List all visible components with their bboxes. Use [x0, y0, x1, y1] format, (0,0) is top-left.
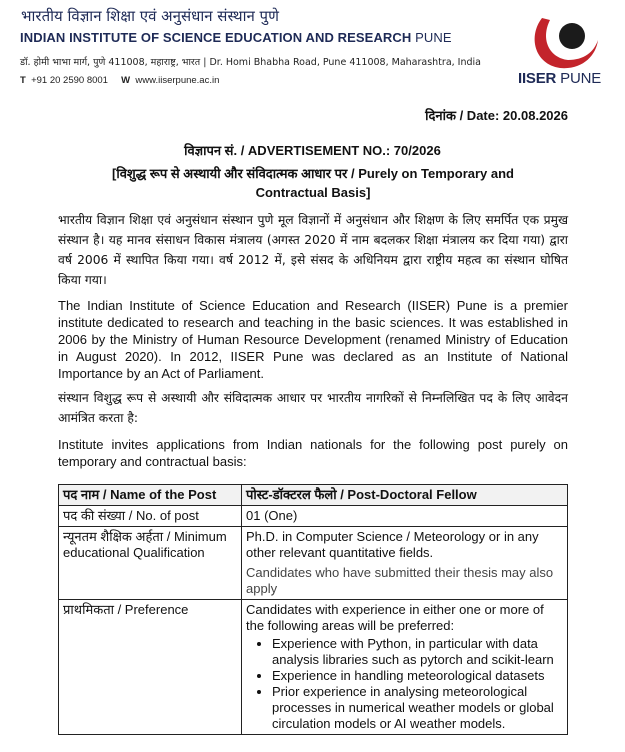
- preference-label: प्राथमिकता / Preference: [59, 600, 242, 735]
- website-link[interactable]: www.iiserpune.ac.in: [135, 75, 220, 86]
- post-details-table: [58, 484, 568, 735]
- institute-name-english: [20, 30, 452, 45]
- intro-paragraph-english: The Indian Institute of Science Education and Research (IISER) Pune is a premier institute dedicated to research and teaching in the basic sciences. It was established in 2006 by the Ministry of Human Resource Development (renamed Ministry of Education in August 2020). In 2012, IISER Pune was declared as an Institute of National Importance by an Act of Parliament.: [58, 298, 568, 381]
- web-label: W: [121, 75, 131, 86]
- post-count-label: पद की संख्या / No. of post: [59, 506, 242, 527]
- preference-item-models: • Prior experience in analysing meteorological processes in numerical weather models or global circulation models or AI weather models.: [272, 684, 563, 732]
- invitation-paragraph-hindi: संस्थान विशुद्ध रूप से अस्थायी और संविदात्मक आधार पर भारतीय नागरिकों से निम्नलिखित पद के लिए आवेदन आमंत्रित करता है:: [58, 391, 568, 425]
- logo-wordmark-city: PUNE: [560, 70, 602, 87]
- contact-line: [20, 75, 219, 86]
- institute-name-english-main: INDIAN INSTITUTE OF SCIENCE EDUCATION AND RESEARCH: [20, 30, 412, 45]
- institute-name-hindi: भारतीय विज्ञान शिक्षा एवं अनुसंधान संस्थान पुणे: [21, 7, 279, 25]
- logo-wordmark-iiser: IISER: [518, 70, 557, 87]
- logo-wordmark: [518, 70, 601, 87]
- preference-intro: Candidates with experience in either one or more of the following areas will be preferred:: [246, 602, 544, 633]
- post-count-value: 01 (One): [242, 506, 568, 527]
- qualification-value: Ph.D. in Computer Science / Meteorology or in any other relevant quantitative fields.: [246, 529, 539, 560]
- post-name-label: पद नाम / Name of the Post: [59, 485, 242, 506]
- intro-paragraph-hindi: भारतीय विज्ञान शिक्षा एवं अनुसंधान संस्थान पुणे मूल विज्ञानों में अनुसंधान और शिक्षण के लिए समर्पित एक प्रमुख संस्थान है। यह मानव संसाधन विकास मंत्रालय (अगस्त 2020 में नाम बदलकर शिक्षा मंत्रालय कर दिया गया) द्वारा वर्ष 2006 में स्थापित किया गया। वर्ष 2012 में, इसे संसद के अधिनियम द्वारा राष्ट्रीय महत्व का संस्थान घोषित किया गया।: [58, 213, 568, 287]
- table-row: [59, 506, 568, 527]
- phone-label: T: [20, 75, 26, 86]
- preference-item-python: • Experience with Python, in particular with data analysis libraries such as pytorch and scikit-learn: [272, 636, 563, 668]
- institute-name-english-city: PUNE: [415, 30, 452, 45]
- phone-number: +91 20 2590 8001: [31, 75, 108, 86]
- document-date: दिनांक / Date: 20.08.2026: [425, 108, 568, 123]
- table-row: [59, 485, 568, 506]
- qualification-cell: [242, 527, 568, 600]
- table-row: [59, 527, 568, 600]
- advertisement-number: विज्ञापन सं. / ADVERTISEMENT NO.: 70/2026: [184, 143, 441, 158]
- preference-cell: [242, 600, 568, 735]
- qualification-note: Candidates who have submitted their thesis may also apply: [246, 565, 554, 596]
- advertisement-subtitle: [विशुद्ध रूप से अस्थायी और संविदात्मक आधार पर / Purely on Temporary and Contractual Basis]: [112, 166, 514, 200]
- post-name-value: पोस्ट-डॉक्टरल फैलो / Post-Doctoral Fellow: [242, 485, 568, 506]
- preference-item-datasets: • Experience in handling meteorological datasets: [272, 668, 563, 684]
- invitation-paragraph-english: Institute invites applications from Indian nationals for the following post purely on temporary and contractual basis:: [58, 437, 568, 469]
- institute-address: डॉ. होमी भाभा मार्ग, पुणे 411008, महाराष्ट्र, भारत | Dr. Homi Bhabha Road, Pune 411008, Maharashtra, India: [20, 57, 481, 68]
- qualification-label: न्यूनतम शैक्षिक अर्हता / Minimum educational Qualification: [59, 527, 242, 600]
- preference-list: [246, 636, 563, 732]
- table-row: [59, 600, 568, 735]
